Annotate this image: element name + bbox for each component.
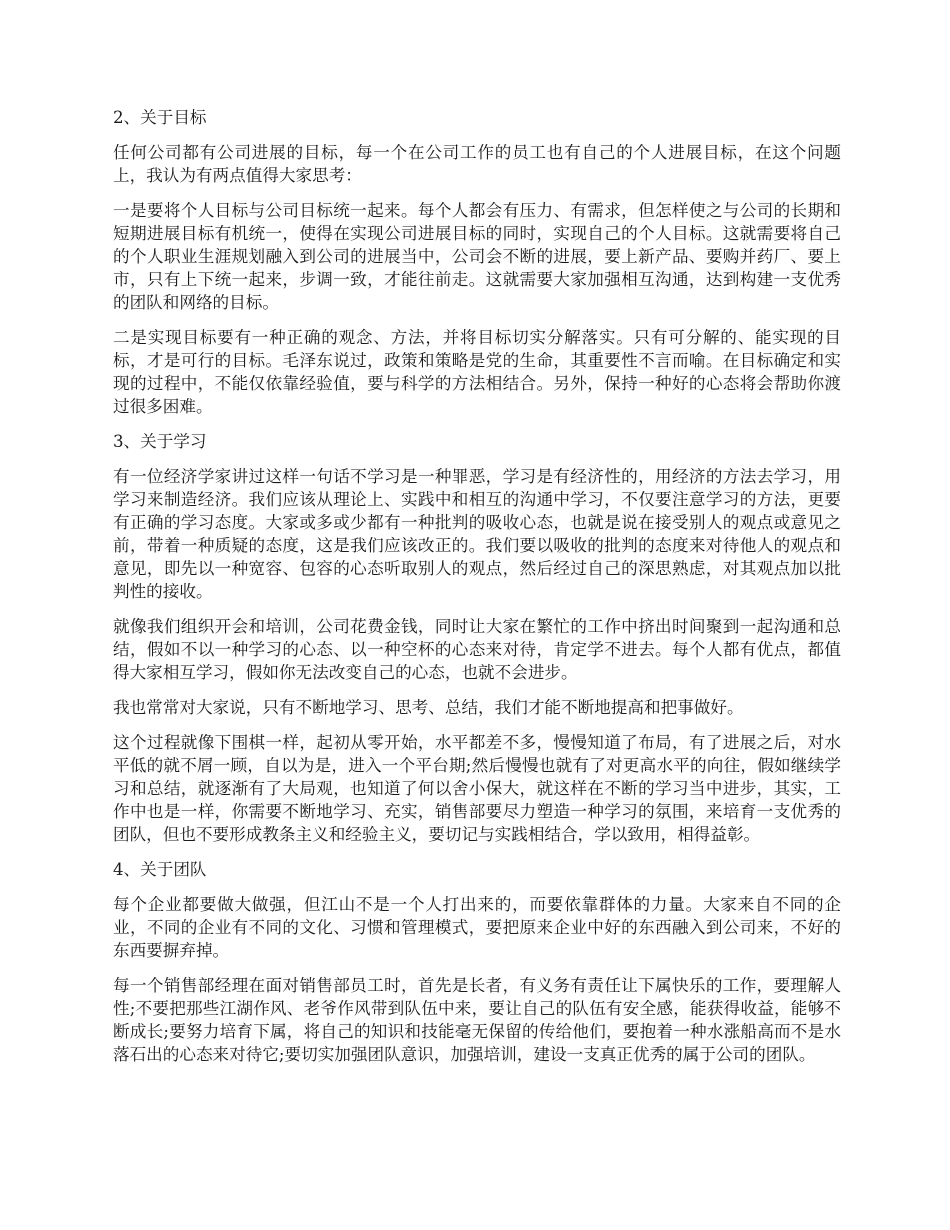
- paragraph: 二是实现目标要有一种正确的观念、方法，并将目标切实分解落实。只有可分解的、能实现的目标，才是可行的目标。毛泽东说过，政策和策略是党的生命，其重要性不言而喻。在目标确定和实现的过程中，不能仅依靠经验值，要与科学的方法相结合。另外，保持一种好的心态将会帮助你渡过很多困难。: [113, 328, 841, 416]
- paragraph: 就像我们组织开会和培训，公司花费金钱，同时让大家在繁忙的工作中挤出时间聚到一起沟通和总结，假如不以一种学习的心态、以一种空杯的心态来对待，肯定学不进去。每个人都有优点，都值得大家相互学习，假如你无法改变自己的心态，也就不会进步。: [113, 617, 841, 682]
- section-team: [113, 858, 841, 1066]
- section-goals: [113, 106, 841, 418]
- paragraph: 每一个销售部经理在面对销售部员工时，首先是长者，有义务有责任让下属快乐的工作，要理解人性;不要把那些江湖作风、老爷作风带到队伍中来，要让自己的队伍有安全感，能获得收益，能够不断成长;要努力培育下属，将自己的知识和技能毫无保留的传给他们，要抱着一种水涨船高而不是水落石出的心态来对待它;要切实加强团队意识，加强培训，建设一支真正优秀的属于公司的团队。: [113, 976, 841, 1064]
- paragraph: 这个过程就像下围棋一样，起初从零开始，水平都差不多，慢慢知道了布局，有了进展之后，对水平低的就不屑一顾，自以为是，进入一个平台期;然后慢慢也就有了对更高水平的向往，假如继续学习和总结，就逐渐有了大局观，也知道了何以舍小保大，就这样在不断的学习当中进步，其实，工作中也是一样，你需要不断地学习、充实，销售部要尽力塑造一种学习的氛围，来培育一支优秀的团队，但也不要形成教条主义和经验主义，要切记与实践相结合，学以致用，相得益彰。: [113, 733, 841, 844]
- paragraph: 有一位经济学家讲过这样一句话不学习是一种罪恶，学习是有经济性的，用经济的方法去学习，用学习来制造经济。我们应该从理论上、实践中和相互的沟通中学习，不仅要注意学习的方法，更要有正确的学习态度。大家或多或少都有一种批判的吸收心态，也就是说在接受别人的观点或意见之前，带着一种质疑的态度，这是我们应该改正的。我们要以吸收的批判的态度来对待他人的观点和意见，即先以一种宽容、包容的心态听取别人的观点，然后经过自己的深思熟虑，对其观点加以批判性的接收。: [113, 467, 841, 601]
- section-heading: 3、关于学习: [113, 432, 207, 451]
- paragraph: 任何公司都有公司进展的目标，每一个在公司工作的员工也有自己的个人进展目标，在这个问题上，我认为有两点值得大家思考：: [113, 143, 841, 185]
- section-heading: 2、关于目标: [113, 108, 207, 127]
- document-body: [113, 106, 841, 1078]
- paragraph: 一是要将个人目标与公司目标统一起来。每个人都会有压力、有需求，但怎样使之与公司的长期和短期进展目标有机统一，使得在实现公司进展目标的同时，实现自己的个人目标。这就需要将自己的个人职业生涯规划融入到公司的进展当中，公司会不断的进展，要上新产品、要购并药厂、要上市，只有上下统一起来，步调一致，才能往前走。这就需要大家加强相互沟通，达到构建一支优秀的团队和网络的目标。: [113, 201, 841, 312]
- paragraph: 我也常常对大家说，只有不断地学习、思考、总结，我们才能不断地提高和把事做好。: [113, 698, 744, 717]
- section-heading: 4、关于团队: [113, 860, 207, 879]
- section-learning: [113, 430, 841, 846]
- paragraph: 每个企业都要做大做强，但江山不是一个人打出来的，而要依靠群体的力量。大家来自不同的企业，不同的企业有不同的文化、习惯和管理模式，要把原来企业中好的东西融入到公司来，不好的东西要摒弃掉。: [113, 895, 841, 960]
